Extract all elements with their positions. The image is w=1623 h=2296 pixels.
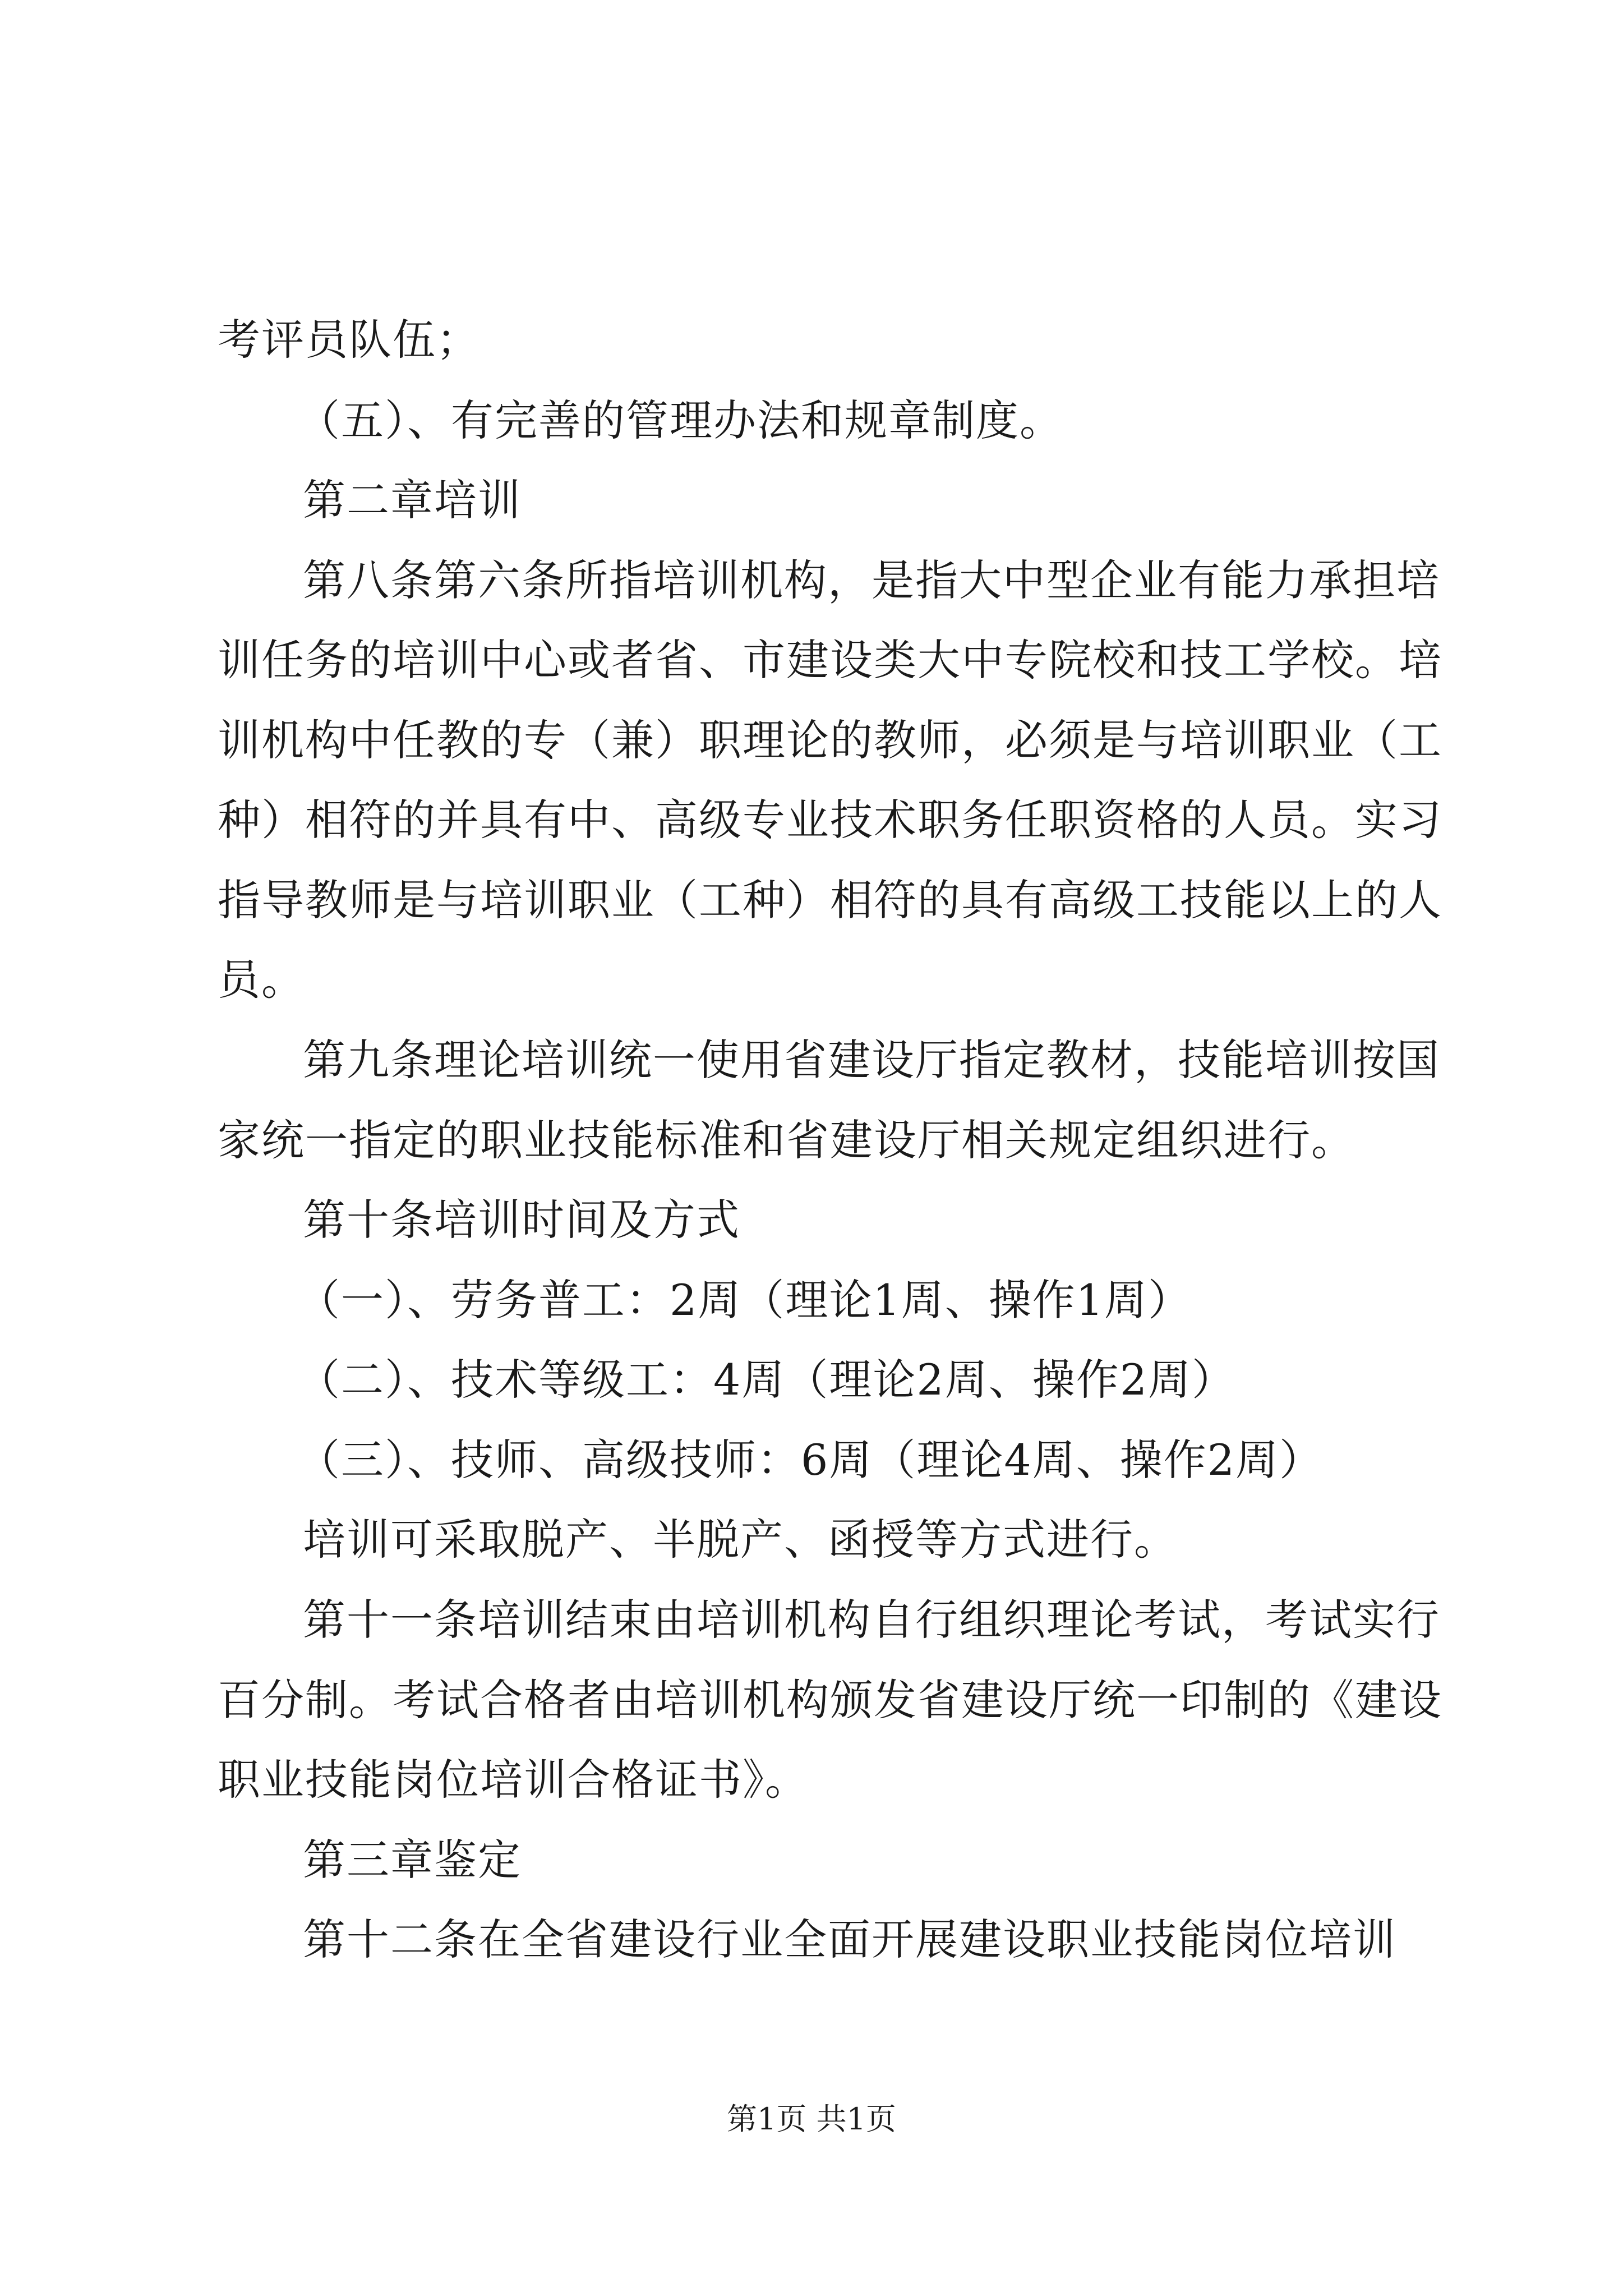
list-item: （三）、技师、高级技师：6周（理论4周、操作2周） [297,1435,1324,1485]
text-line: 培训可采取脱产、半脱产、函授等方式进行。 [303,1515,1178,1565]
text-line: 第九条理论培训统一使用省建设厅指定教材，技能培训按国 [303,1035,1440,1085]
list-item: （二）、技术等级工：4周（理论2周、操作2周） [297,1355,1236,1405]
text-line: 指导教师是与培训职业（工种）相符的具有高级工技能以上的人 [218,875,1442,925]
list-item: （一）、劳务普工：2周（理论1周、操作1周） [297,1275,1192,1325]
page-footer: 第1页 共1页 [727,2101,896,2137]
text-line: 训机构中任教的专（兼）职理论的教师，必须是与培训职业（工 [218,715,1442,765]
text-line: 家统一指定的职业技能标准和省建设厅相关规定组织进行。 [218,1115,1355,1165]
text-line: 训任务的培训中心或者省、市建设类大中专院校和技工学校。培 [218,635,1442,685]
text-line: （五）、有完善的管理办法和规章制度。 [297,395,1063,445]
text-line: 种）相符的并具有中、高级专业技术职务任职资格的人员。实习 [218,795,1442,845]
text-line: 百分制。考试合格者由培训机构颁发省建设厅统一印制的《建设 [218,1675,1442,1725]
chapter-heading: 第二章培训 [303,475,522,525]
text-line: 第十一条培训结束由培训机构自行组织理论考试，考试实行 [303,1595,1440,1645]
chapter-heading: 第三章鉴定 [303,1835,522,1885]
text-line: 员。 [218,955,305,1005]
text-line: 第八条第六条所指培训机构，是指大中型企业有能力承担培 [303,555,1440,605]
text-line: 第十二条在全省建设行业全面开展建设职业技能岗位培训 [303,1915,1396,1964]
text-line: 职业技能岗位培训合格证书》。 [218,1755,809,1805]
text-line: 考评员队伍； [218,315,480,365]
text-line: 第十条培训时间及方式 [303,1195,740,1245]
